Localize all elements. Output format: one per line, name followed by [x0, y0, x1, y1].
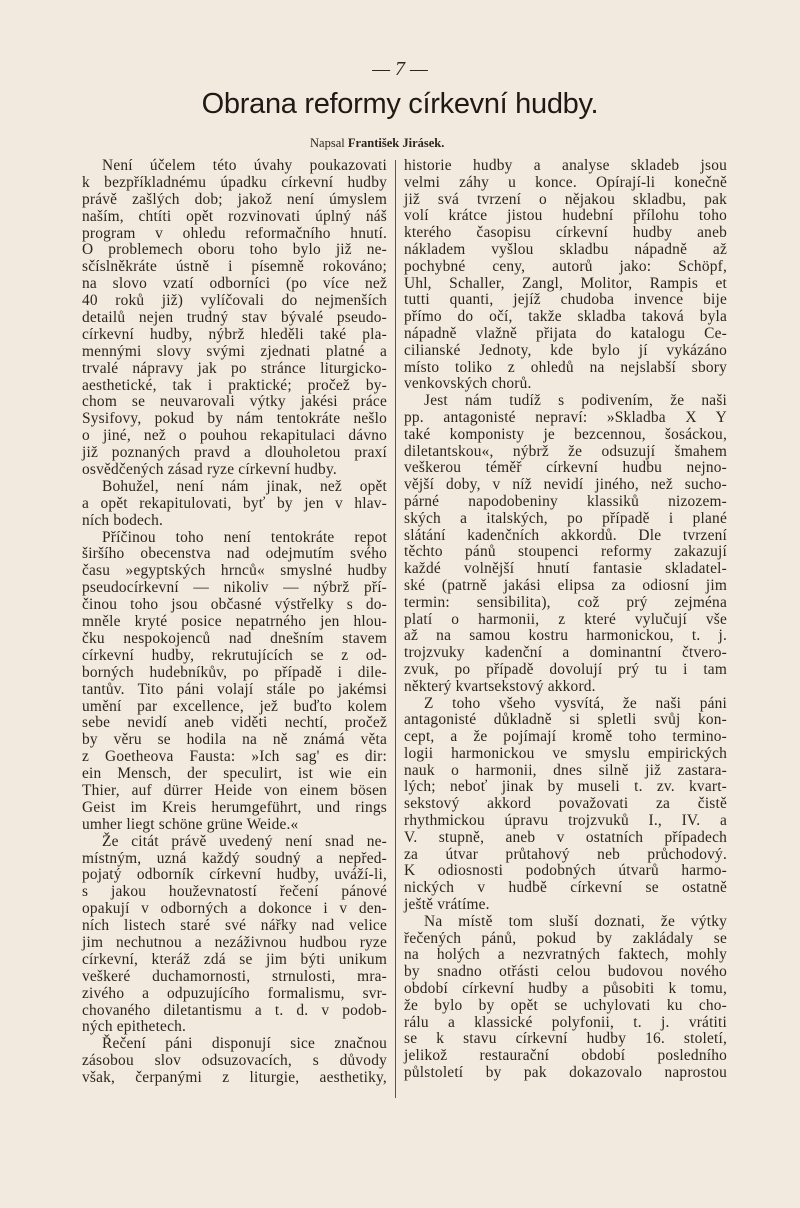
text-line: volí krátce jistou hudební přílohu toho: [404, 207, 727, 225]
column-divider: [395, 160, 396, 1098]
text-line: za útvar průtahový neb průchodový.: [404, 845, 727, 863]
text-line: zvuk, po případě dovolují prý tu i tam: [404, 660, 727, 678]
paragraph: [82, 479, 387, 530]
text-line: místo toliko z ohledů na nejslabší sbory: [404, 358, 727, 376]
text-line: až na samou kostru harmonickou, t. j.: [404, 627, 727, 645]
text-line: zásobou slov odsuzovacích, s důvody: [82, 1052, 387, 1070]
text-line: Na místě tom sluší doznati, že výtky: [424, 912, 727, 930]
paragraph: [404, 393, 727, 695]
text-line: již poznaných pravd a dlouholetou praxí: [82, 444, 387, 462]
text-line: lých; neboť jinak by museli t. zv. kvart-: [404, 778, 727, 796]
text-line: jim nechutnou a nezáživnou hudbou ryze: [82, 933, 387, 951]
text-line: borných hudebníkův, po případě i dile-: [82, 663, 387, 681]
text-line: ještě vrátíme.: [404, 896, 490, 914]
text-line: jelikož restaurační období posledního: [404, 1047, 727, 1065]
text-line: Z toho všeho vysvítá, že naši páni: [424, 694, 727, 712]
text-line: již svá tvrzení o nějakou skladbu, pak: [404, 190, 727, 208]
paragraph: [82, 158, 387, 479]
paragraph: [404, 158, 727, 393]
text-line: termin: sensibilita), což prý zejména: [404, 593, 727, 611]
text-line: V. stupně, aneb v ostatních případech: [404, 828, 727, 846]
text-line: slátání kadenčních akkordů. Dle tvrzení: [404, 526, 727, 544]
paragraph: [82, 530, 387, 834]
text-line: činou toho jsou občasné výstřelky s do-: [82, 596, 387, 614]
text-line: ních bodech.: [82, 511, 164, 529]
text-line: detailů nejen trudný stav bývalé pseudo-: [82, 309, 387, 327]
text-line: nických v hudbě církevní se ostatně: [404, 879, 727, 897]
text-line: Uhl, Schaller, Zangl, Molitor, Rampis et: [404, 274, 727, 292]
text-line: a opět rekapitulovati, byť by jen v hlav-: [82, 494, 387, 512]
text-line: vější doby, v níž nevidí jiného, než sucho-: [404, 476, 727, 494]
text-line: čku nespokojenců nad dnešním stavem: [82, 629, 387, 647]
text-line: půlstoletí by pak dokazovalo naprostou: [404, 1064, 727, 1082]
text-line: nápadně vlažně přijata do katalogu Ce-: [404, 324, 727, 342]
right-column: [404, 158, 727, 1082]
text-line: pseudocírkevní — nikoliv — nýbrž pří-: [82, 579, 387, 597]
text-line: umher liegt schöne grüne Weide.«: [82, 815, 299, 833]
text-line: veškerou téměř církevní hudbu nejno-: [404, 459, 727, 477]
text-line: z Goetheova Fausta: »Ich sag' es dir:: [82, 748, 387, 766]
text-line: umění par excellence, jež buďto kolem: [82, 697, 387, 715]
text-line: pojatý odborník církevní hudby, uváží-li,: [82, 866, 387, 884]
article-title: Obrana reformy církevní hudby.: [201, 88, 599, 120]
text-line: Bohužel, není nám jinak, než opět: [102, 477, 387, 495]
byline-prefix: Napsal: [310, 136, 345, 150]
paragraph: [82, 1036, 387, 1087]
text-line: cilianské Jednoty, kde bylo jí vykázáno: [404, 341, 727, 359]
text-line: opakují v odborných a dokonce i v den-: [82, 900, 387, 918]
text-line: některý kvartsekstový akkord.: [404, 677, 596, 695]
text-line: aesthetické, tak i praktické; pročež by-: [82, 376, 387, 394]
text-line: veškeré duchamornosti, strnulosti, mra-: [82, 967, 387, 985]
text-line: tantův. Tito páni volají stále po jakémsi: [82, 680, 387, 698]
paragraph: [404, 914, 727, 1082]
text-line: by snadno otřásti celou budovou nového: [404, 963, 727, 981]
text-line: ských a italských, po případě i plané: [404, 509, 727, 527]
text-line: o jiné, než o pouhou rekapitulaci dávno: [82, 427, 387, 445]
text-line: právě zašlých dob; jakož není úmyslem: [82, 190, 387, 208]
text-line: by věru se hodila na ně známá věta: [82, 731, 387, 749]
text-line: Že citát právě uvedený není snad ne-: [102, 832, 387, 850]
author-name: František Jirásek.: [347, 136, 445, 150]
text-line: pp. antagonisté nepraví: »Skladba X Y: [404, 408, 727, 426]
text-line: Není účelem této úvahy poukazovati: [102, 157, 387, 174]
text-line: trvalé nápravy jak po stránce liturgicko-: [82, 359, 387, 377]
text-line: ské (patrně jakási elipsa za odiosní jim: [404, 576, 727, 594]
text-line: k bezpříkladnému úpadku církevní hudby: [82, 173, 387, 191]
text-line: diletantskou«, nýbrž že odsuzují šmahem: [404, 442, 727, 460]
text-line: O problemech oboru toho bylo již ne-: [82, 241, 387, 259]
text-line: že bylo by opět se uchylovati ku cho-: [404, 996, 727, 1014]
text-line: 40 roků již) vylíčovali do nejmenších: [82, 292, 387, 310]
text-line: velmi záhy u konce. Opírají-li konečně: [404, 173, 727, 191]
text-line: s jakou houževnatostí řečení pánové: [82, 883, 387, 901]
text-line: každé volnější hnutí fantasie skladatel-: [404, 560, 727, 578]
text-line: mennými slovy svými zjednati platné a: [82, 342, 387, 360]
text-line: Příčinou toho není tentokráte repot: [102, 528, 387, 546]
text-line: ních listech staré své nářky nad velice: [82, 917, 387, 935]
text-line: K odiosnosti podobných útvarů harmo-: [404, 862, 727, 880]
text-line: Geist im Kreis herumgeführt, und rings: [82, 798, 387, 816]
text-line: platí o harmonii, z které vylučují vše: [404, 610, 727, 628]
text-line: sekstový akkord považovati za čistě: [404, 795, 727, 813]
text-line: ein Mensch, der speculirt, ist wie ein: [82, 765, 387, 783]
text-line: pochybné ceny, autorů jako: Schöpf,: [404, 257, 727, 275]
text-line: širšího obecenstva nad odejmutím svého: [82, 545, 387, 563]
text-line: sebe nevidí aneb viděti nechtí, pročež: [82, 714, 387, 732]
text-line: program v ohledu reformačního hnutí.: [82, 224, 387, 242]
text-line: také komponisty je bezcennou, šosáckou,: [404, 425, 727, 443]
text-line: Thier, auf dürrer Heide von einem bösen: [82, 781, 387, 799]
text-line: času »egyptských hrnců« smyslné hudby: [82, 562, 387, 580]
text-line: sčíslněkráte ústně i písemně rokováno;: [82, 258, 387, 276]
text-line: se k stavu církevní hudby 16. století,: [404, 1030, 727, 1048]
text-line: na holých a nezvratných faktech, mohly: [404, 946, 727, 964]
text-line: antagonisté důkladně si spletli svůj kon-: [404, 711, 727, 729]
paragraph: [82, 834, 387, 1037]
text-line: chom se neuvarovali výtky jakési práce: [82, 393, 387, 411]
text-line: církevní hudby, rekrutujících se z od-: [82, 646, 387, 664]
text-line: logii harmonickou ve smyslu empirických: [404, 744, 727, 762]
text-line: těchto pánů stoupenci reformy zakazují: [404, 543, 727, 561]
text-line: mněle kryté posice nepatrného jen hlou-: [82, 613, 387, 631]
text-line: přímo do očí, takže skladba taková byla: [404, 308, 727, 326]
text-line: období církevní hudby a působiti k tomu,: [404, 980, 727, 998]
paragraph: [404, 696, 727, 914]
text-line: rhythmickou úpravu trojzvuků I., IV. a: [404, 812, 727, 830]
text-line: církevní hudby, nýbrž hleděli také pla-: [82, 325, 387, 343]
text-line: řečených pánů, pokud by zakládaly se: [404, 929, 727, 947]
text-line: Jest nám tudíž s podivením, že naši: [424, 392, 727, 410]
left-column: [82, 158, 387, 1087]
text-line: nákladem vyšlou skladbu nápadně až: [404, 240, 727, 258]
text-line: církevní, kteráž zdá se jim býti unikum: [82, 950, 387, 968]
text-line: místným, uzná každý soudný a nepřed-: [82, 849, 387, 867]
text-line: Sysifovy, pokud by nám tentokráte nešlo: [82, 410, 387, 428]
text-line: párné napodobeniny klassiků nizozem-: [404, 492, 727, 510]
text-line: osvědčených zásad ryze církevní hudby.: [82, 461, 337, 479]
text-line: ných epithetech.: [82, 1018, 187, 1036]
text-line: naším, chtíti opět rozvinovati úplný náš: [82, 207, 387, 225]
text-line: zivého a odpuzujícího formalismu, svr-: [82, 984, 387, 1002]
text-line: historie hudby a analyse skladeb jsou: [404, 157, 727, 174]
text-line: kterého časopisu církevní hudby aneb: [404, 224, 727, 242]
text-line: venkovských chorů.: [404, 375, 532, 393]
text-line: tutti quanti, jejíž chudoba invence bije: [404, 291, 727, 309]
text-line: nauk o harmonii, dnes silně již zastara-: [404, 761, 727, 779]
page-number: — 7 —: [372, 58, 428, 80]
text-line: cept, a že pojímají kromě toho termino-: [404, 728, 727, 746]
text-line: na slovo vzatí odborníci (po více než: [82, 275, 387, 293]
text-line: však, čerpanými z liturgie, aesthetiky,: [82, 1069, 387, 1087]
text-line: Řečení páni disponují sice značnou: [102, 1035, 387, 1053]
text-line: chovaného diletantismu a t. d. v podob-: [82, 1001, 387, 1019]
byline: [310, 136, 444, 151]
text-line: rálu a klassické polyfonii, t. j. vrátiti: [404, 1013, 727, 1031]
text-line: trojzvuky kadenční a dominantní čtvero-: [404, 644, 727, 662]
